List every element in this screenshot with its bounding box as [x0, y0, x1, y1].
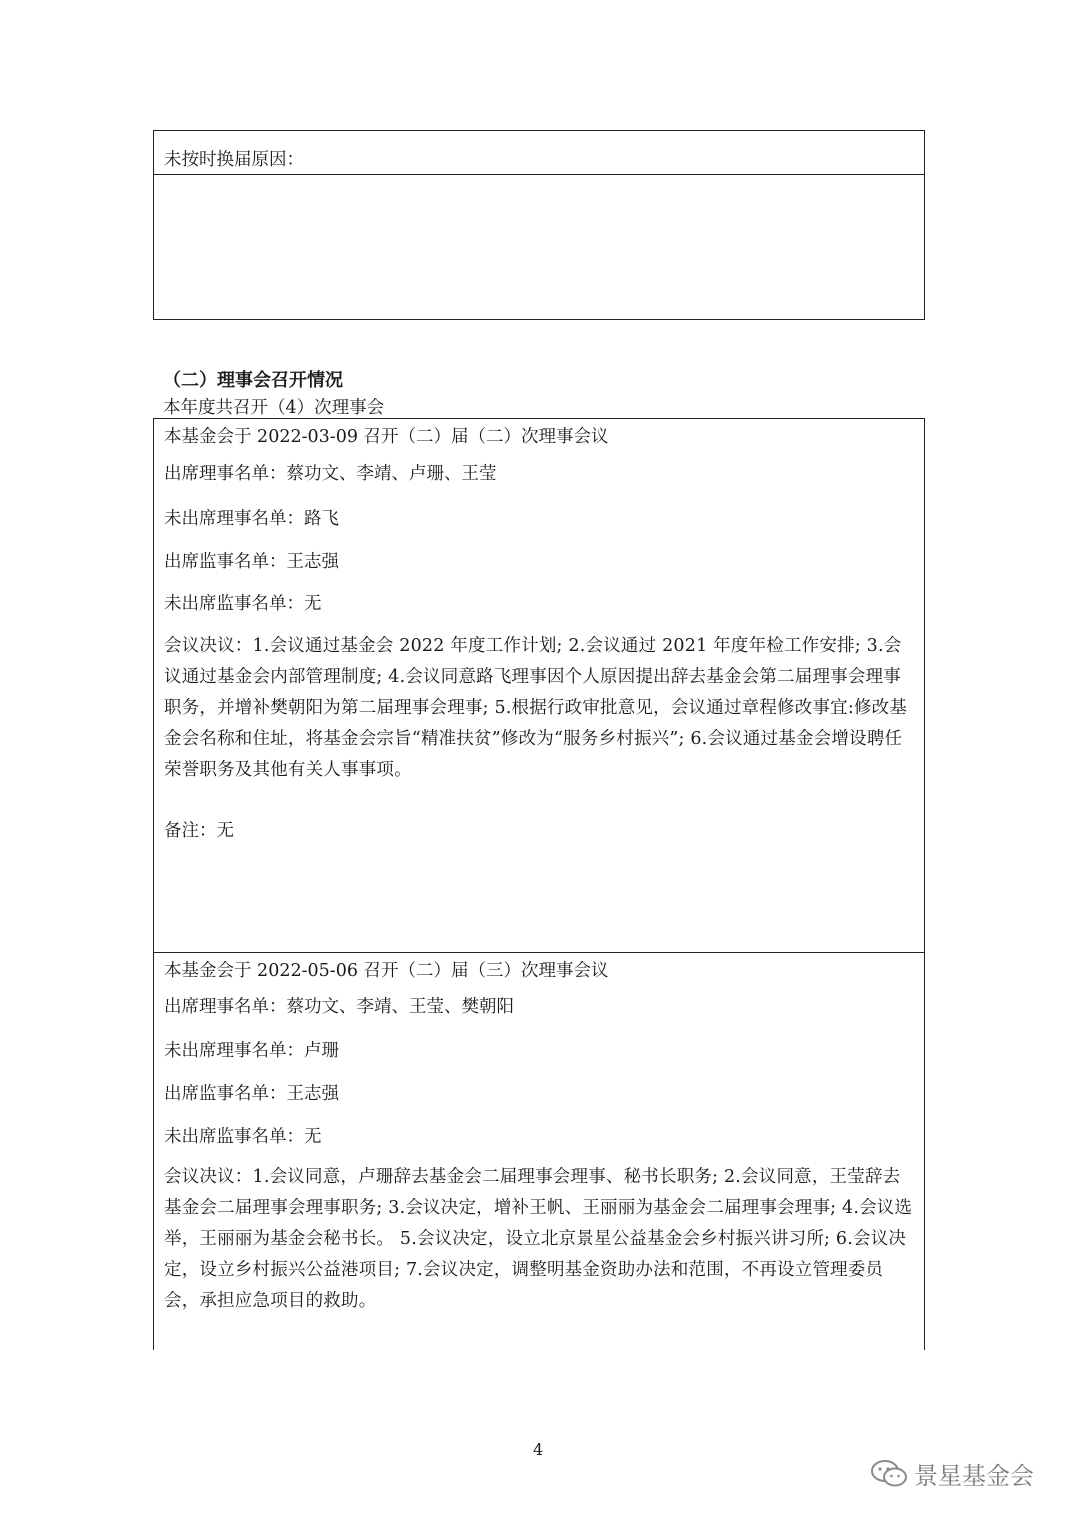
attended-supervisors: 出席监事名单：王志强: [164, 552, 339, 572]
watermark: [870, 1456, 1034, 1491]
absent-supervisors: 未出席监事名单：无: [164, 594, 322, 614]
reason-label: 未按时换届原因：: [164, 150, 304, 170]
meeting-heading: 本基金会于 2022-05-06 召开（二）届（三）次理事会议: [164, 961, 609, 981]
table-divider: [154, 174, 924, 175]
meeting-resolutions: 会议决议：1.会议同意，卢珊辞去基金会二届理事会理事、秘书长职务; 2.会议同意，王莹辞去基金会二届理事会理事职务; 3.会议决定，增补王帆、王丽丽为基金会二届理事会理事; 4.会议选举，王丽丽为基金会秘书长。 5.会议决定，设立北京景星公益基金会乡村振兴讲习所; 6.会议决定，设立乡村振兴公益港项目; 7.会议决定，调整明基金资助办法和范围，不再设立管理委员会，承担应急项目的救助。: [164, 1167, 913, 1311]
absent-supervisors: 未出席监事名单：无: [164, 1127, 322, 1147]
page-number: 4: [533, 1440, 544, 1459]
wechat-icon: [870, 1459, 908, 1489]
attended-supervisors: 出席监事名单：王志强: [164, 1084, 339, 1104]
meeting-divider: [154, 952, 924, 953]
reason-table: [153, 130, 925, 320]
meeting-remarks: 备注：无: [164, 821, 234, 841]
meeting-resolutions: 会议决议：1.会议通过基金会 2022 年度工作计划; 2.会议通过 2021 年度年检工作安排; 3.会议通过基金会内部管理制度; 4.会议同意路飞理事因个人原因提出辞去基金会第二届理事会理事职务，并增补樊朝阳为第二届理事会理事; 5.根据行政审批意见，会议通过章程修改事宜:修改基金会名称和住址，将基金会宗旨“精准扶贫”修改为“服务乡村振兴”; 6.会议通过基金会增设聘任荣誉职务及其他有关人事事项。: [164, 636, 908, 780]
meetings-table: [153, 418, 925, 1350]
attended-directors: 出席理事名单：蔡功文、李靖、王莹、樊朝阳: [164, 997, 514, 1017]
absent-directors: 未出席理事名单：路飞: [164, 509, 339, 529]
absent-directors: 未出席理事名单：卢珊: [164, 1041, 339, 1061]
meeting-heading: 本基金会于 2022-03-09 召开（二）届（二）次理事会议: [164, 427, 609, 447]
watermark-text: 景星基金会: [914, 1462, 1034, 1490]
attended-directors: 出席理事名单：蔡功文、李靖、卢珊、王莹: [164, 464, 497, 484]
section-subtitle: 本年度共召开（4）次理事会: [163, 398, 385, 418]
section-title: （二）理事会召开情况: [163, 370, 343, 391]
